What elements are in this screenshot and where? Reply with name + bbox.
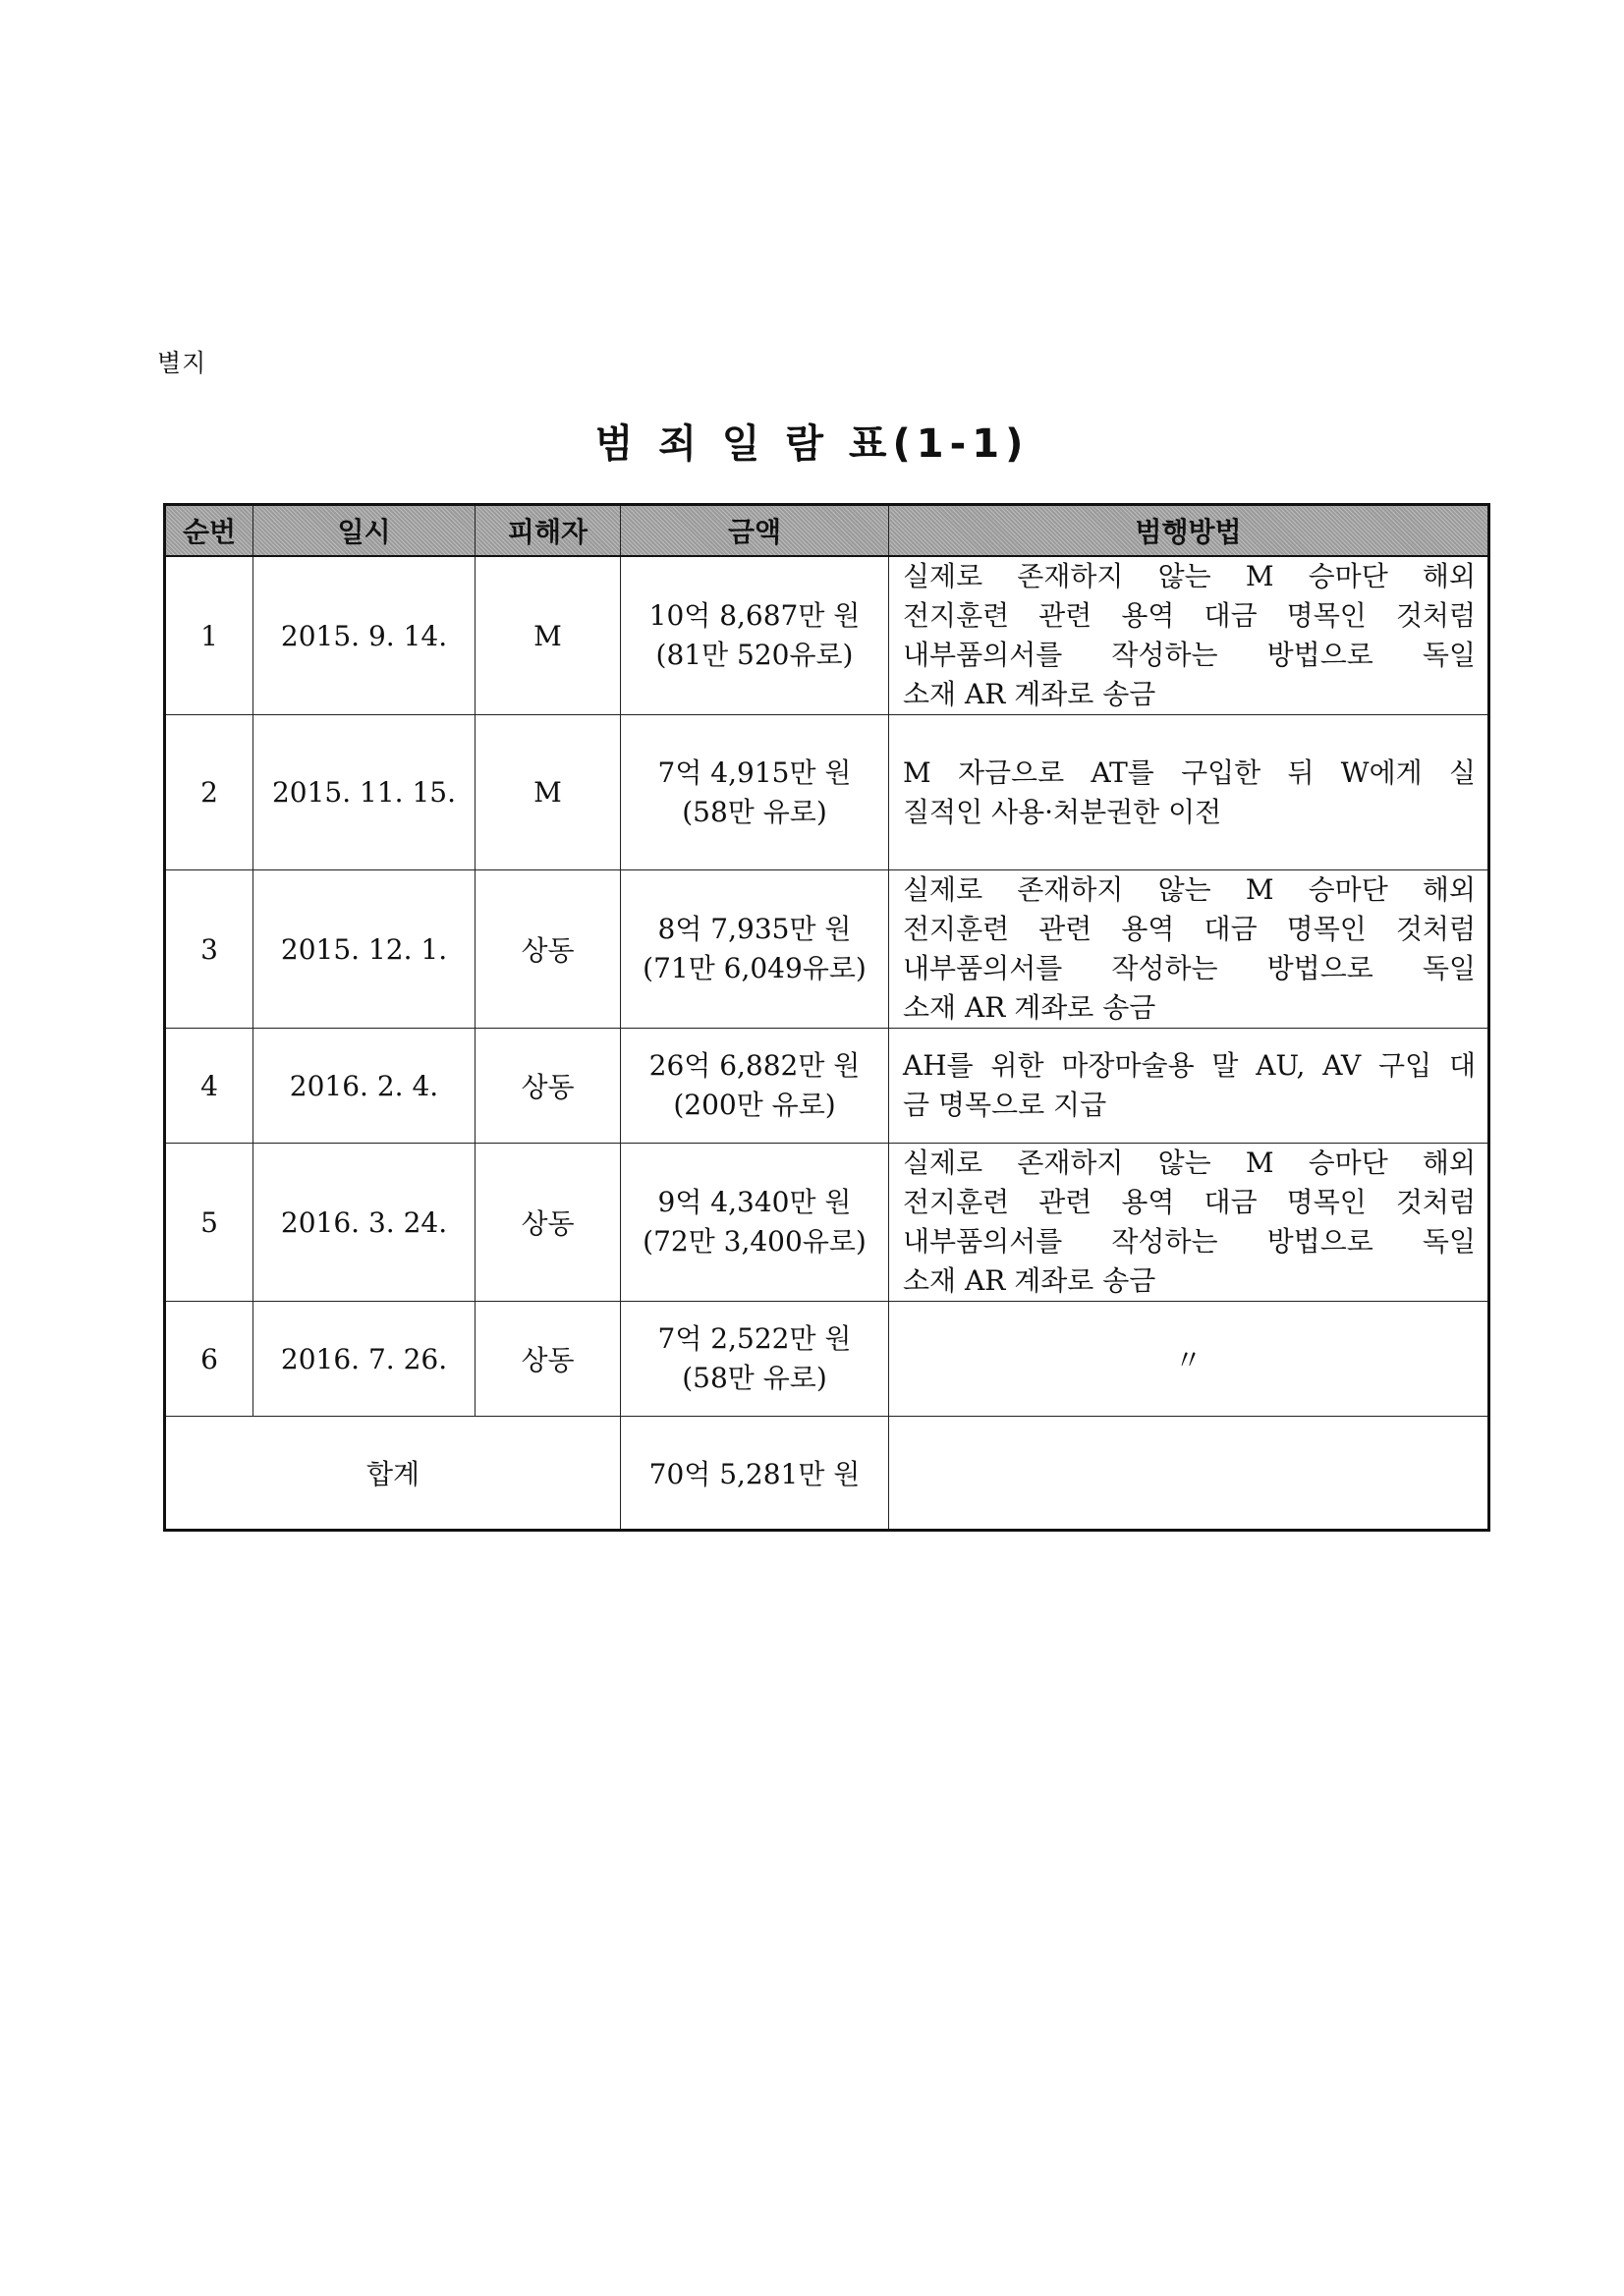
method-line: 금 명목으로 지급	[903, 1089, 1107, 1121]
attachment-label: 별지	[157, 349, 207, 377]
row-number: 3	[165, 870, 253, 1029]
method-line: 소재 AR 계좌로 송금	[903, 678, 1156, 710]
row-date: 2015. 11. 15.	[253, 715, 476, 870]
method-line: 내부품의서를 작성하는 방법으로 독일	[903, 1225, 1476, 1258]
row-victim: 상동	[476, 1302, 621, 1417]
table-row	[165, 870, 1489, 1029]
row-method	[889, 1029, 1489, 1144]
total-row	[165, 1417, 1489, 1531]
ditto-mark: 〃	[1174, 1344, 1203, 1376]
row-number: 6	[165, 1302, 253, 1417]
row-number: 4	[165, 1029, 253, 1144]
amount-eur: (58만 유로)	[682, 795, 827, 828]
amount-eur: (58만 유로)	[682, 1362, 827, 1394]
table-row	[165, 715, 1489, 870]
amount-eur: (72만 3,400유로)	[643, 1225, 867, 1258]
table-row	[165, 1029, 1489, 1144]
row-number: 5	[165, 1144, 253, 1302]
method-line: 실제로 존재하지 않는 M 승마단 해외	[903, 873, 1476, 906]
method-line: 전지훈련 관련 용역 대금 명목인 것처럼	[903, 1186, 1476, 1218]
row-victim: 상동	[476, 870, 621, 1029]
header-number: 순번	[165, 505, 253, 557]
total-method-empty	[889, 1417, 1489, 1531]
row-date: 2015. 12. 1.	[253, 870, 476, 1029]
row-amount	[621, 715, 889, 870]
row-method	[889, 870, 1489, 1029]
row-date: 2016. 2. 4.	[253, 1029, 476, 1144]
header-date: 일시	[253, 505, 476, 557]
method-line: 실제로 존재하지 않는 M 승마단 해외	[903, 1147, 1476, 1179]
amount-krw: 26억 6,882만 원	[648, 1049, 861, 1082]
row-date: 2016. 7. 26.	[253, 1302, 476, 1417]
amount-krw: 7억 2,522만 원	[657, 1322, 852, 1355]
row-method	[889, 1302, 1489, 1417]
method-line: 실제로 존재하지 않는 M 승마단 해외	[903, 560, 1476, 592]
table-row	[165, 1144, 1489, 1302]
row-method	[889, 715, 1489, 870]
row-amount	[621, 1144, 889, 1302]
method-line: 소재 AR 계좌로 송금	[903, 991, 1156, 1024]
row-victim: M	[476, 715, 621, 870]
amount-krw: 9억 4,340만 원	[657, 1186, 852, 1218]
row-date: 2016. 3. 24.	[253, 1144, 476, 1302]
amount-krw: 8억 7,935만 원	[657, 913, 852, 945]
amount-eur: (81만 520유로)	[655, 639, 854, 671]
total-label: 합계	[165, 1417, 621, 1531]
table-row	[165, 556, 1489, 715]
header-method: 범행방법	[889, 505, 1489, 557]
amount-krw: 7억 4,915만 원	[657, 756, 852, 789]
row-amount	[621, 1302, 889, 1417]
amount-eur: (200만 유로)	[673, 1089, 836, 1121]
row-method	[889, 1144, 1489, 1302]
row-number: 2	[165, 715, 253, 870]
row-victim: 상동	[476, 1144, 621, 1302]
table-header-row	[165, 505, 1489, 557]
method-line: 전지훈련 관련 용역 대금 명목인 것처럼	[903, 599, 1476, 632]
method-line: 소재 AR 계좌로 송금	[903, 1264, 1156, 1297]
header-victim: 피해자	[476, 505, 621, 557]
amount-eur: (71만 6,049유로)	[643, 952, 867, 984]
method-line: AH를 위한 마장마술용 말 AU, AV 구입 대	[903, 1049, 1476, 1082]
crime-list-table	[163, 503, 1490, 1532]
row-method	[889, 556, 1489, 715]
row-amount	[621, 556, 889, 715]
row-victim: 상동	[476, 1029, 621, 1144]
header-amount: 금액	[621, 505, 889, 557]
row-victim: M	[476, 556, 621, 715]
row-date: 2015. 9. 14.	[253, 556, 476, 715]
method-line: 내부품의서를 작성하는 방법으로 독일	[903, 952, 1476, 984]
total-amount: 70억 5,281만 원	[621, 1417, 889, 1531]
method-line: 내부품의서를 작성하는 방법으로 독일	[903, 639, 1476, 671]
method-line: 질적인 사용·처분권한 이전	[903, 795, 1222, 828]
row-number: 1	[165, 556, 253, 715]
row-amount	[621, 870, 889, 1029]
method-line: M 자금으로 AT를 구입한 뒤 W에게 실	[903, 756, 1476, 789]
method-line: 전지훈련 관련 용역 대금 명목인 것처럼	[903, 913, 1476, 945]
row-amount	[621, 1029, 889, 1144]
document-title: 범 죄 일 람 표(1-1)	[594, 421, 1030, 467]
table-row	[165, 1302, 1489, 1417]
amount-krw: 10억 8,687만 원	[648, 599, 861, 632]
